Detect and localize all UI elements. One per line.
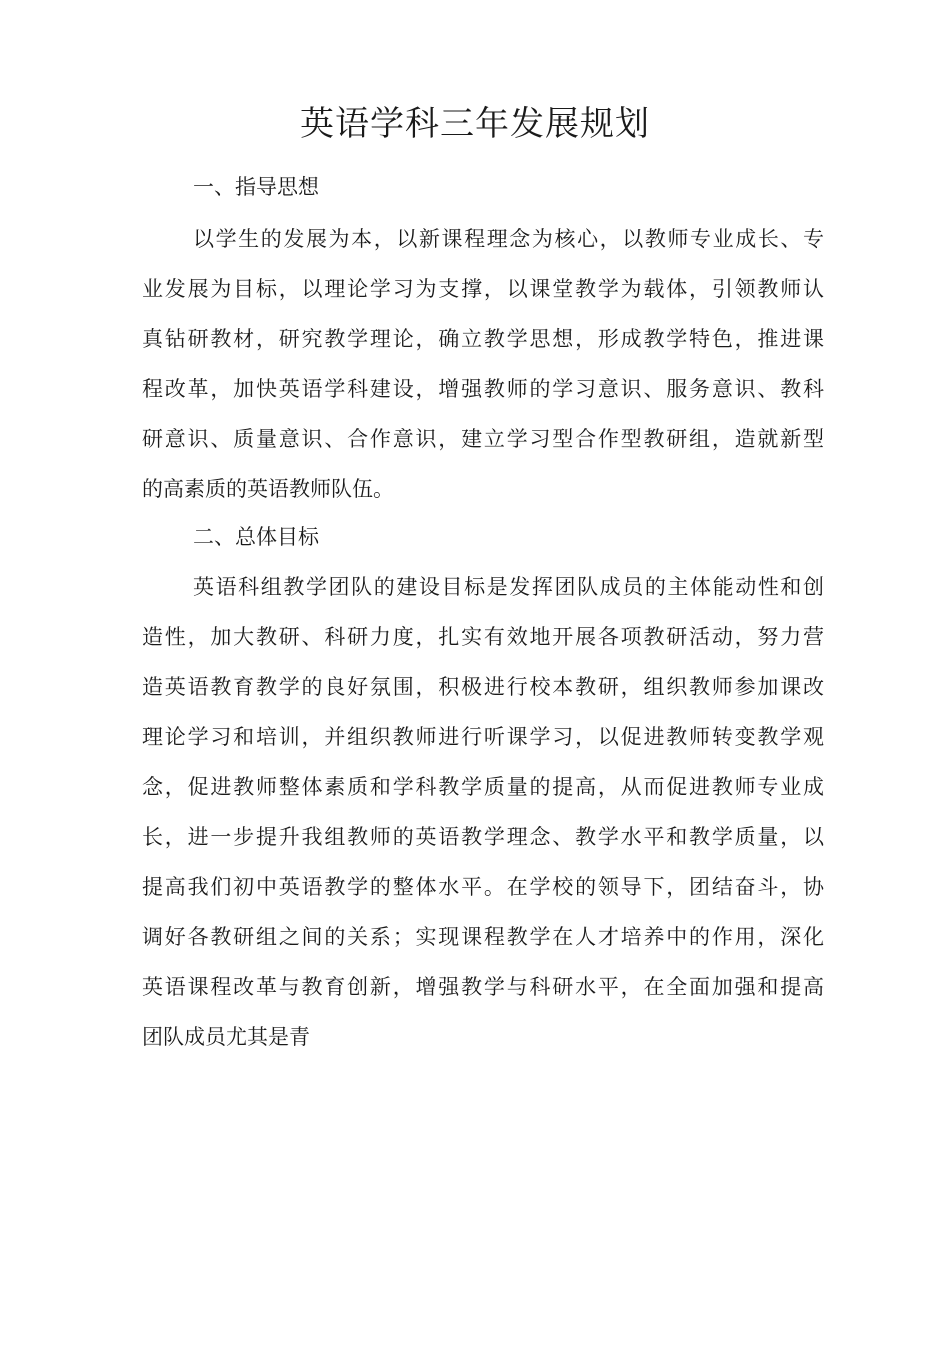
paragraph-line: 真钻研教材，研究教学理论，确立教学思想，形成教学特色，推进课 [142,327,824,351]
paragraph-line: 以学生的发展为本，以新课程理念为核心，以教师专业成长、专 [193,227,824,251]
paragraph-line: 提高我们初中英语教学的整体水平。在学校的领导下，团结奋斗，协 [142,875,824,899]
paragraph-line: 念，促进教师整体素质和学科教学质量的提高，从而促进教师专业成 [142,775,824,799]
section-heading-overall-goals: 二、总体目标 [193,525,319,549]
paragraph-line: 程改革，加快英语学科建设，增强教师的学习意识、服务意识、教科 [142,377,824,401]
paragraph-line: 长，进一步提升我组教师的英语教学理念、教学水平和教学质量，以 [142,825,824,849]
paragraph-line: 英语课程改革与教育创新，增强教学与科研水平，在全面加强和提高 [142,975,824,999]
paragraph-line: 的高素质的英语教师队伍。 [142,477,394,501]
document-title: 英语学科三年发展规划 [300,104,650,144]
paragraph-line: 团队成员尤其是青 [142,1025,310,1049]
paragraph-line: 英语科组教学团队的建设目标是发挥团队成员的主体能动性和创 [193,575,824,599]
paragraph-line: 研意识、质量意识、合作意识，建立学习型合作型教研组，造就新型 [142,427,824,451]
paragraph-line: 理论学习和培训，并组织教师进行听课学习，以促进教师转变教学观 [142,725,824,749]
paragraph-line: 调好各教研组之间的关系；实现课程教学在人才培养中的作用，深化 [142,925,824,949]
paragraph-line: 业发展为目标，以理论学习为支撑，以课堂教学为载体，引领教师认 [142,277,824,301]
section-heading-guiding-ideology: 一、指导思想 [193,175,319,199]
section-paragraph-guiding-ideology [142,214,824,514]
paragraph-line: 造性，加大教研、科研力度，扎实有效地开展各项教研活动，努力营 [142,625,824,649]
paragraph-line: 造英语教育教学的良好氛围，积极进行校本教研，组织教师参加课改 [142,675,824,699]
section-paragraph-overall-goals [142,562,824,1062]
